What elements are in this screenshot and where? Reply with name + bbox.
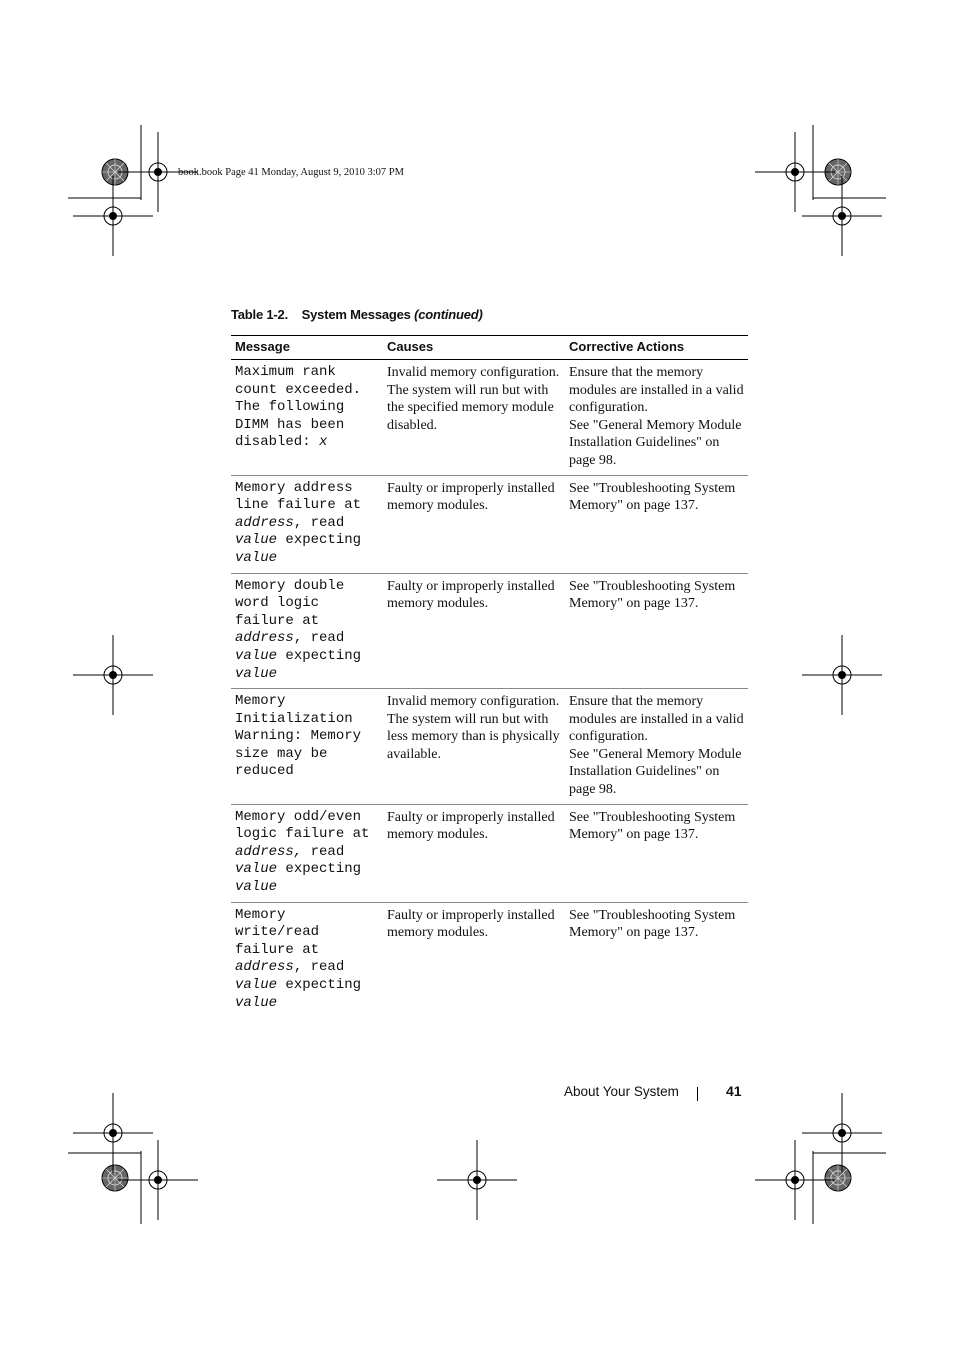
header-message: Message <box>231 336 383 360</box>
message-cell: Maximum rank count exceeded. The following DIMM has been disabled: x <box>231 360 383 476</box>
page-number: 41 <box>726 1083 742 1099</box>
table-header-row <box>231 336 748 360</box>
message-cell: Memory double word logic failure at address, read value expecting value <box>231 573 383 689</box>
actions-cell: See "Troubleshooting System Memory" on page 137. <box>565 804 748 902</box>
table-row <box>231 475 748 573</box>
actions-cell: See "Troubleshooting System Memory" on page 137. <box>565 573 748 689</box>
table-row <box>231 360 748 476</box>
message-cell: Memory write/read failure at address, read value expecting value <box>235 906 362 1011</box>
footer-section-title: About Your System <box>564 1084 679 1099</box>
table-continued: (continued) <box>414 307 483 322</box>
message-cell: Memory address line failure at address, read value expecting value <box>231 475 383 573</box>
causes-cell: Faulty or improperly installed memory modules. <box>383 475 565 573</box>
header-actions: Corrective Actions <box>565 336 748 360</box>
table-title: System Messages <box>301 307 411 322</box>
causes-cell: Faulty or improperly installed memory modules. <box>387 907 555 941</box>
causes-cell: Invalid memory configuration. The system will run but with the specified memory module disabled. <box>383 360 565 476</box>
message-cell: Memory Initialization Warning: Memory size may be reduced <box>231 689 383 805</box>
table-label: Table 1-2. <box>231 307 289 322</box>
actions-cell: See "Troubleshooting System Memory" on page 137. <box>565 475 748 573</box>
table-row <box>231 689 748 805</box>
message-cell: Memory odd/even logic failure at address, read value expecting value <box>231 804 383 902</box>
system-messages-table <box>231 335 748 1017</box>
actions-cell: Ensure that the memory modules are installed in a valid configuration. See "General Memory Module Installation Guidelines" on page 98. <box>565 360 748 476</box>
header-causes: Causes <box>383 336 565 360</box>
causes-cell: Faulty or improperly installed memory modules. <box>383 804 565 902</box>
table-caption <box>231 307 483 322</box>
actions-cell: See "Troubleshooting System Memory" on page 137. <box>569 907 736 941</box>
causes-cell: Invalid memory configuration. The system will run but with less memory than is physically available. <box>383 689 565 805</box>
table-row <box>231 573 748 689</box>
footer-separator <box>697 1087 698 1101</box>
table-row <box>231 804 748 902</box>
print-slug: book.book Page 41 Monday, August 9, 2010 3:07 PM <box>178 167 404 178</box>
actions-cell: Ensure that the memory modules are installed in a valid configuration. See "General Memory Module Installation Guidelines" on page 98. <box>565 689 748 805</box>
causes-cell: Faulty or improperly installed memory modules. <box>383 573 565 689</box>
table-row <box>231 902 748 1017</box>
